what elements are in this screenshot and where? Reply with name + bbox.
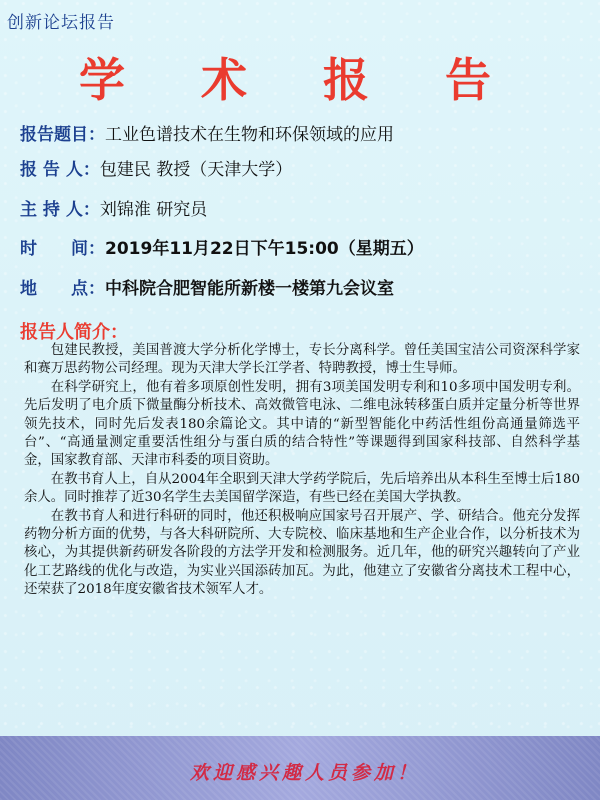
bio-paragraph: 在科学研究上，他有着多项原创性发明，拥有3项美国发明专利和10多项中国发明专利。先后发明了电介质下微量酶分析技术、高效微管电泳、二维电泳转移蛋白质并定量分析等世界领先技术，同时先后发表180余篇论文。其中请的“新型智能化中药活性组份高通量筛选平台”、“高通量测定重要活性组分与蛋白质的结合特性”等课题得到国家科技部、自然科学基金，国家教育部、天津市科委的项目资助。 — [24, 379, 580, 469]
place-row — [20, 274, 394, 299]
host-value: 刘锦淮 研究员 — [99, 200, 208, 220]
host-row — [20, 195, 207, 220]
speaker-row — [20, 155, 292, 180]
time-value: 2019年11月22日下午15:00（星期五） — [105, 239, 424, 259]
bio-paragraph: 在教书育人和进行科研的同时，他还积极响应国家号召开展产、学、研结合。他充分发挥药物分析方面的优势，与各大科研院所、大专院校、临床基地和生产企业合作，以分析技术为核心，为其提供新药研发各阶段的方法学开发和检测服务。近几年，他的研究兴趣转向了产业化工艺路线的优化与改造，为实业兴国添砖加瓦。为此，他建立了安徽省分离技术工程中心，还荣获了2018年度安徽省技术领军人才。 — [24, 508, 580, 598]
welcome-message: 欢迎感兴趣人员参加！ — [189, 762, 420, 784]
speaker-bio — [24, 342, 580, 600]
place-label: 地 点： — [20, 279, 105, 299]
bio-paragraph: 包建民教授，美国普渡大学分析化学博士，专长分离科学。曾任美国宝洁公司资深科学家和赛万思药物公司经理。现为天津大学长江学者、特聘教授，博士生导师。 — [24, 343, 580, 377]
topic-row — [20, 120, 394, 145]
speaker-value: 包建民 教授（天津大学） — [99, 160, 293, 180]
topic-value: 工业色谱技术在生物和环保领域的应用 — [105, 125, 394, 145]
time-row — [20, 234, 424, 259]
place-value: 中科院合肥智能所新楼一楼第九会议室 — [105, 279, 394, 299]
intro-heading: 报告人简介： — [20, 322, 128, 343]
page-title: 学 术 报 告 — [78, 53, 522, 107]
forum-tag: 创新论坛报告 — [7, 13, 115, 33]
time-label: 时 间： — [20, 239, 105, 259]
topic-label: 报告题目： — [20, 125, 105, 145]
bio-paragraph: 在教书育人上，自从2004年全职到天津大学药学院后，先后培养出从本科生至博士后180余人。同时推荐了近30名学生去美国留学深造，有些已经在美国大学执教。 — [24, 471, 580, 506]
footer-banner — [0, 736, 600, 800]
speaker-label: 报 告 人： — [20, 160, 100, 180]
host-label: 主 持 人： — [20, 200, 100, 220]
